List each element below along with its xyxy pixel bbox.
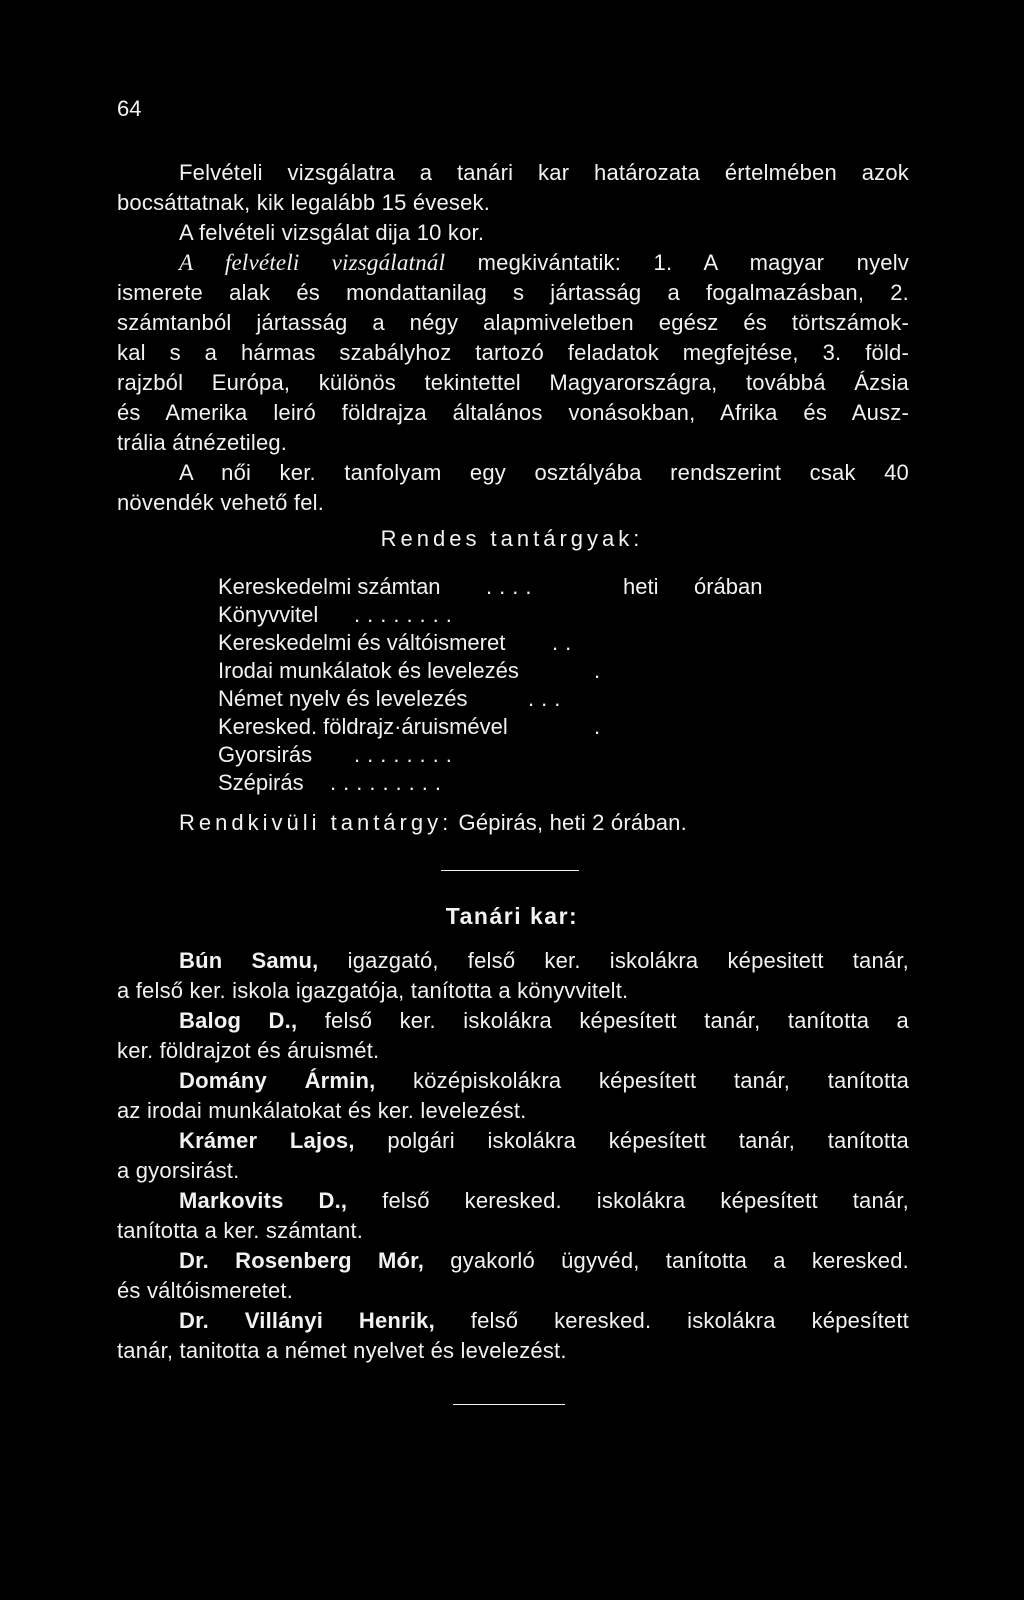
- faculty-line: [117, 1336, 909, 1366]
- subject-row: [218, 768, 838, 798]
- subject-name: Könyvvitel: [218, 602, 319, 627]
- faculty-name: Dr. Rosenberg Mór,: [179, 1248, 425, 1273]
- faculty-desc: felső ker. iskolákra képesített tanár, tanította a: [297, 1008, 909, 1033]
- subject-name: Kereskedelmi számtan: [218, 574, 441, 599]
- divider: [453, 1404, 565, 1405]
- intro-line: Felvételi vizsgálatra a tanári kar határozata értelmében azok: [179, 160, 909, 185]
- faculty-desc: ker. földrajzot és áruismét.: [117, 1038, 380, 1063]
- intro-line: rajzból Európa, különös tekintettel Magyarországra, továbbá Ázsia: [117, 370, 909, 395]
- subject-name: Kereskedelmi és váltóismeret: [218, 630, 506, 655]
- subject-name: Szépirás: [218, 770, 304, 795]
- faculty-line: [179, 1126, 909, 1156]
- subject-leader: .........: [330, 770, 449, 795]
- faculty-desc: a felső ker. iskola igazgatója, tanította a könyvvitelt.: [117, 978, 629, 1003]
- subject-name: Gyorsirás: [218, 742, 313, 767]
- faculty-line: [179, 1246, 909, 1276]
- subject-leader: .: [594, 714, 608, 739]
- faculty-desc: a gyorsirást.: [117, 1158, 240, 1183]
- faculty-desc: felső keresked. iskolákra képesített tanár,: [347, 1188, 909, 1213]
- faculty-title: Tanári kar:: [445, 903, 579, 929]
- extra-subject: [179, 808, 879, 838]
- faculty-desc: tanította a ker. számtant.: [117, 1218, 364, 1243]
- intro-line: A női ker. tanfolyam egy osztályába rendszerint csak 40: [179, 460, 909, 485]
- subject-row: [218, 600, 838, 630]
- faculty-line: [117, 1276, 909, 1306]
- faculty-name: Markovits D.,: [179, 1188, 348, 1213]
- intro-line: trália átnézetileg.: [117, 430, 288, 455]
- faculty-desc: felső keresked. iskolákra képesített: [434, 1308, 909, 1333]
- faculty-line: [179, 1186, 909, 1216]
- faculty-line: [117, 1156, 909, 1186]
- subject-leader: ...: [528, 686, 568, 711]
- faculty-desc: igazgató, felső ker. iskolákra képesitett tanár,: [318, 948, 909, 973]
- subject-name: Német nyelv és levelezés: [218, 686, 468, 711]
- subject-unit-heti: heti: [623, 574, 659, 599]
- divider: [441, 870, 579, 871]
- faculty-line: [117, 1096, 909, 1126]
- faculty-name: Bún Samu,: [179, 948, 319, 973]
- subject-leader: ..: [552, 630, 579, 655]
- page-number: 64: [117, 96, 142, 121]
- subject-row: [218, 712, 838, 742]
- subject-row: [218, 656, 838, 686]
- regular-subjects-title: Rendes tantárgyak:: [380, 526, 644, 551]
- intro-line: és Amerika leiró földrajza általános vonásokban, Afrika és Ausz-: [117, 400, 909, 425]
- faculty-line: [179, 946, 909, 976]
- extra-subject-text: Gépirás, heti 2 órában.: [458, 810, 687, 835]
- faculty-desc: tanár, tanitotta a német nyelvet és levelezést.: [117, 1338, 567, 1363]
- faculty-name: Balog D.,: [179, 1008, 298, 1033]
- extra-subject-label: Rendkivüli tantárgy:: [179, 810, 453, 835]
- subject-row: [218, 628, 838, 658]
- intro-line: kal s a hármas szabályhoz tartozó feladatok megfejtése, 3. föld-: [117, 340, 909, 365]
- faculty-line: [117, 1036, 909, 1066]
- subject-leader: ........: [354, 602, 459, 627]
- faculty-line: [117, 976, 909, 1006]
- intro-line: bocsáttatnak, kik legalább 15 évesek.: [117, 190, 491, 215]
- intro-line: számtanból jártasság a négy alapmiveletben egész és törtszámok-: [117, 310, 909, 335]
- intro-line-italic-lead: [179, 248, 909, 278]
- intro-line: növendék vehető fel.: [117, 490, 325, 515]
- subject-row: [218, 740, 838, 770]
- subject-name: Irodai munkálatok és levelezés: [218, 658, 519, 683]
- subject-row: [218, 572, 838, 602]
- subject-unit-oraban: órában: [694, 574, 763, 599]
- faculty-line: [179, 1006, 909, 1036]
- faculty-line: [179, 1066, 909, 1096]
- faculty-line: [117, 1216, 909, 1246]
- subject-leader: ........: [354, 742, 459, 767]
- faculty-line: [179, 1306, 909, 1336]
- intro-line: A felvételi vizsgálat dija 10 kor.: [179, 220, 485, 245]
- subject-leader: ....: [486, 574, 539, 599]
- faculty-desc: polgári iskolákra képesített tanár, tanította: [354, 1128, 909, 1153]
- subject-row: [218, 684, 838, 714]
- faculty-desc: középiskolákra képesített tanár, tanította: [375, 1068, 910, 1093]
- intro-line-rest: megkivántatik: 1. A magyar nyelv: [477, 250, 910, 275]
- subject-leader: .: [594, 658, 608, 683]
- faculty-desc: gyakorló ügyvéd, tanította a keresked.: [424, 1248, 909, 1273]
- subject-name: Keresked. földrajz·áruismével: [218, 714, 508, 739]
- faculty-desc: az irodai munkálatokat és ker. levelezést.: [117, 1098, 527, 1123]
- faculty-name: Krámer Lajos,: [179, 1128, 355, 1153]
- faculty-name: Dr. Villányi Henrik,: [179, 1308, 435, 1333]
- intro-line: ismerete alak és mondattanilag s jártasság a fogalmazásban, 2.: [117, 280, 909, 305]
- faculty-name: Domány Ármin,: [179, 1068, 376, 1093]
- faculty-desc: és váltóismeretet.: [117, 1278, 294, 1303]
- italic-lead: A felvételi vizsgálatnál: [179, 250, 446, 275]
